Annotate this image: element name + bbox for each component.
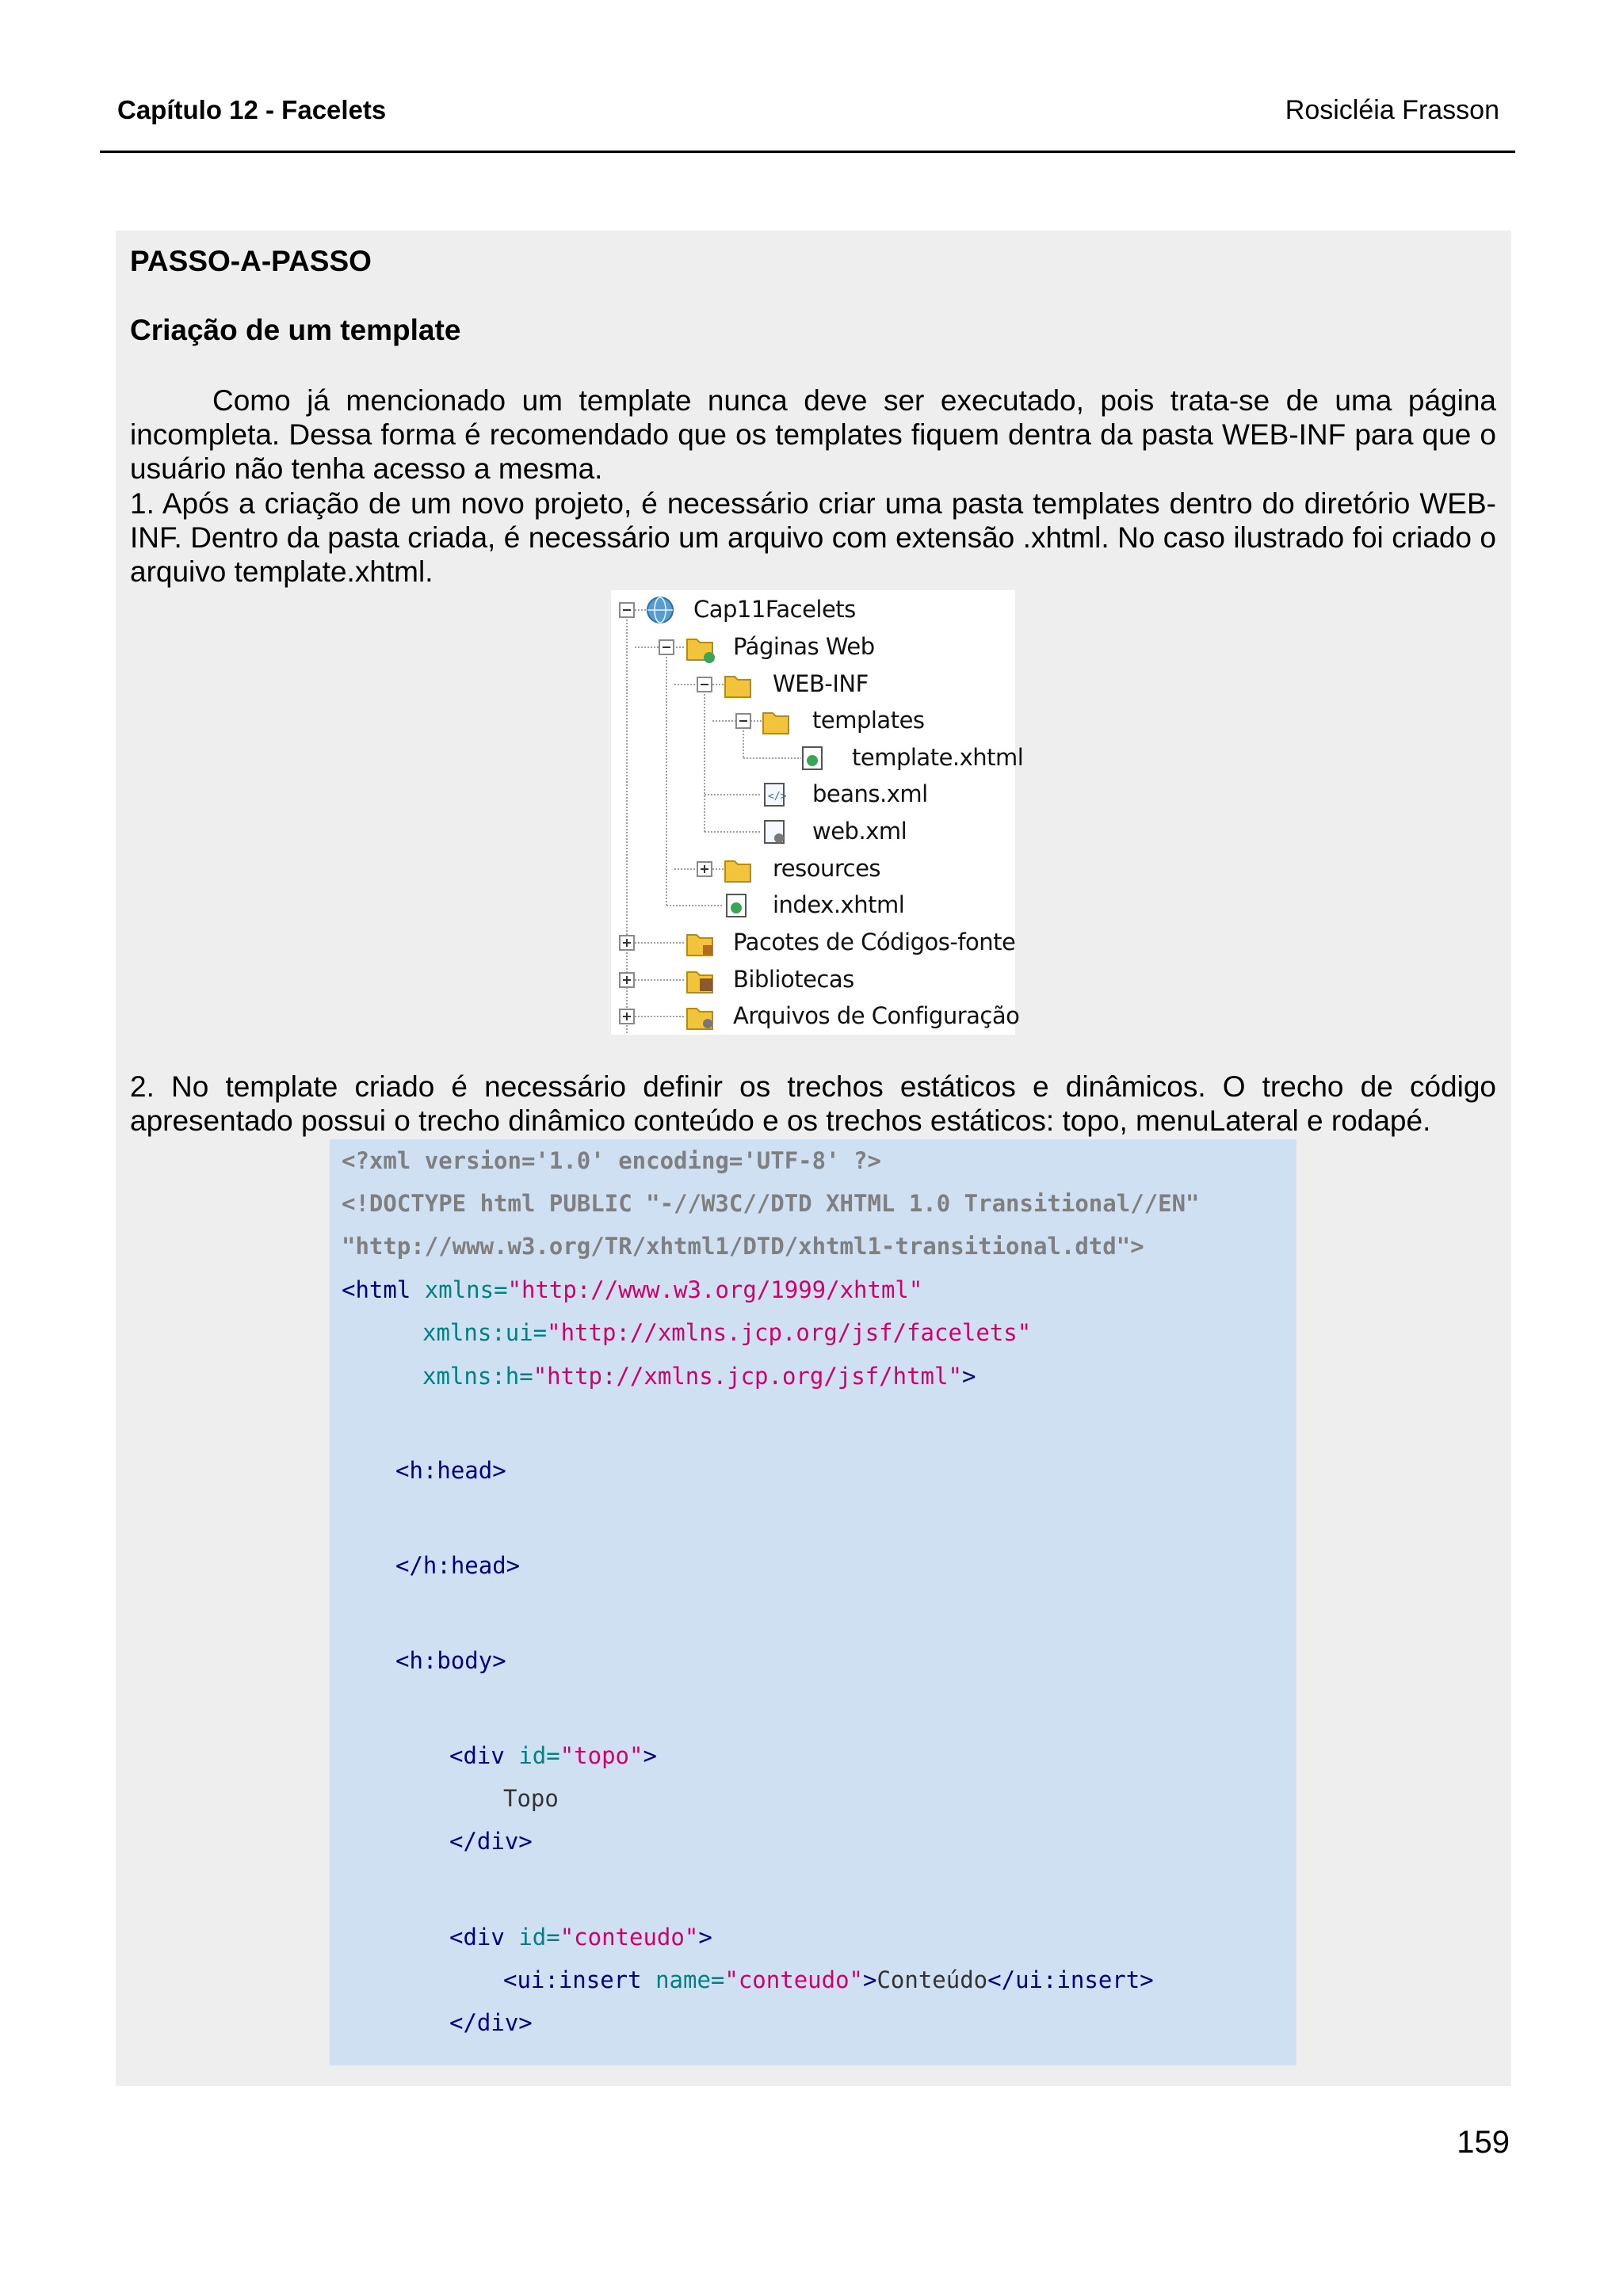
code-line-head-open: <h:head> — [395, 1457, 506, 1484]
code-block — [330, 1139, 1296, 2065]
paragraph-step-1: 1. Após a criação de um novo projeto, é necessário criar uma pasta templates dentro do diretório WEB-INF. Dentro da pasta criada, é necessário um arquivo com extensão .xhtml. No caso ilustrado foi criado o arquivo template.xhtml. — [130, 487, 1496, 588]
tree-item-web-inf[interactable]: WEB-INF — [773, 670, 869, 697]
tree-item-resources[interactable]: resources — [773, 855, 881, 882]
paragraph-intro: Como já mencionado um template nunca deve ser executado, pois trata-se de uma página incompleta. Dessa forma é recomendado que os templates fiquem dentra da pasta WEB-INF para que o usuário não tenha acesso a mesma. — [130, 384, 1496, 485]
tree-item-template-xhtml[interactable]: template.xhtml — [852, 744, 1024, 771]
page-header — [100, 0, 1515, 153]
tree-item-beans-xml[interactable]: beans.xml — [812, 780, 928, 807]
code-line-div-topo: <div id="topo"> — [449, 1742, 657, 1769]
chapter-title: Capítulo 12 - Facelets — [117, 95, 387, 124]
code-line-xmlns-h: xmlns:h="http://xmlns.jcp.org/jsf/html"> — [422, 1363, 976, 1390]
tree-item-project[interactable]: Cap11Facelets — [693, 596, 856, 623]
author-name: Rosicléia Frasson — [1285, 95, 1499, 125]
code-line-div-close-2: </div> — [449, 2009, 533, 2036]
globe-icon — [647, 597, 673, 623]
paragraph-step-2: 2. No template criado é necessário definir os trechos estáticos e dinâmicos. O trecho de código apresentado possui o trecho dinâmico conteúdo e os trechos estáticos: topo, menuLateral e rodapé. — [130, 1070, 1496, 1137]
section-title: PASSO-A-PASSO — [130, 245, 372, 277]
code-line-body-open: <h:body> — [395, 1647, 506, 1674]
page-number: 159 — [1457, 2125, 1510, 2160]
code-line-ui-insert: <ui:insert name="conteudo">Conteúdo</ui:insert> — [503, 1966, 1154, 1993]
tree-item-index-xhtml[interactable]: index.xhtml — [773, 891, 905, 918]
tree-item-web-xml[interactable]: web.xml — [812, 818, 907, 845]
tree-item-libraries[interactable]: Bibliotecas — [733, 966, 854, 993]
tree-item-templates[interactable]: templates — [812, 707, 925, 734]
code-line-div-conteudo: <div id="conteudo"> — [449, 1924, 712, 1951]
code-line-dtd: "http://www.w3.org/TR/xhtml1/DTD/xhtml1-transitional.dtd"> — [342, 1233, 1144, 1260]
code-line-div-close-1: </div> — [449, 1828, 533, 1855]
project-tree — [611, 590, 1024, 1035]
tree-item-source-packages[interactable]: Pacotes de Códigos-fonte — [733, 929, 1016, 955]
tree-item-config-files[interactable]: Arquivos de Configuração — [733, 1002, 1020, 1029]
subtitle: Criação de um template — [130, 314, 461, 346]
code-line-doctype: <!DOCTYPE html PUBLIC "-//W3C//DTD XHTML 1.0 Transitional//EN" — [342, 1190, 1200, 1217]
code-line-xmlns-ui: xmlns:ui="http://xmlns.jcp.org/jsf/facelets" — [422, 1319, 1032, 1346]
content-box — [116, 231, 1511, 2086]
code-line-topo-text: Topo — [503, 1785, 559, 1812]
code-line-xml-decl: <?xml version='1.0' encoding='UTF-8' ?> — [342, 1147, 881, 1174]
code-line-head-close: </h:head> — [395, 1552, 521, 1579]
tree-item-web-pages[interactable]: Páginas Web — [733, 633, 875, 660]
svg-text:</>: </> — [768, 791, 787, 803]
code-line-html-open: <html xmlns="http://www.w3.org/1999/xhtml" — [342, 1276, 923, 1303]
